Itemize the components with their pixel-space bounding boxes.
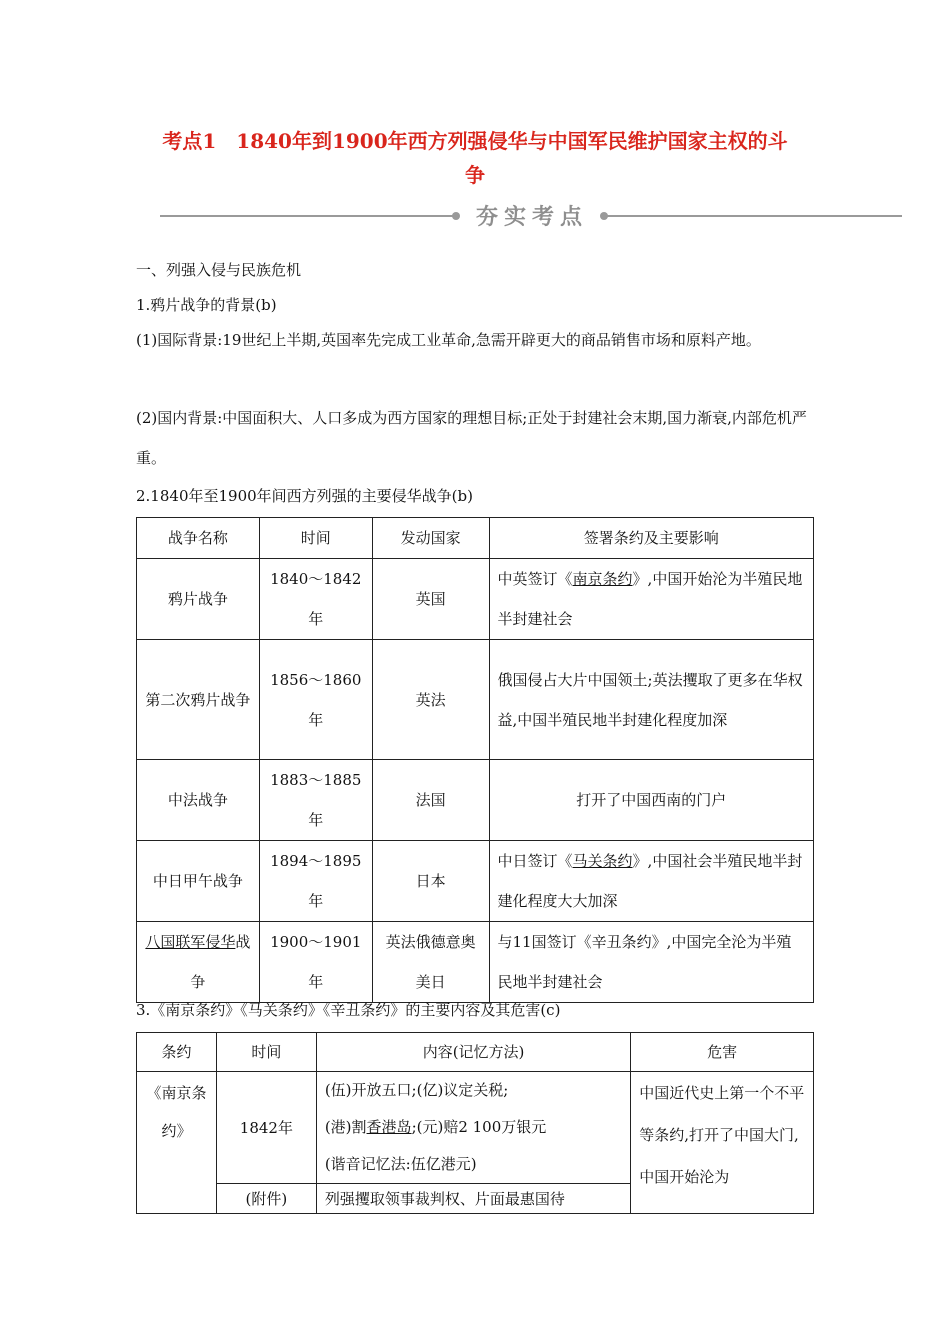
header-content: 内容(记忆方法) [316, 1033, 630, 1072]
banner-line-right [602, 215, 902, 217]
war-time: 1900～1901年 [259, 922, 372, 1003]
war-country: 英法 [372, 640, 489, 760]
content-line-1: (伍)开放五口;(亿)议定关税; [324, 1081, 509, 1099]
page-title [135, 124, 815, 192]
table-header-row [137, 1033, 814, 1072]
war-country: 法国 [372, 760, 489, 841]
treaty-table [136, 1032, 814, 1214]
content-line-3: (谐音记忆法:伍亿港元) [324, 1155, 477, 1173]
war-effect: 俄国侵占大片中国领土;英法攫取了更多在华权益,中国半殖民地半封建化程度加深 [489, 640, 813, 760]
war-effect: 与11国签订《辛丑条约》,中国完全沦为半殖民地半封建社会 [489, 922, 813, 1003]
title-line-1: 考点1 1840年到1900年西方列强侵华与中国军民维护国家主权的斗 [162, 129, 788, 153]
content-line-2c: ;(元)赔2 100万银元 [411, 1118, 547, 1136]
header-time: 时间 [259, 518, 372, 559]
section-banner [160, 200, 902, 232]
war-time: 1883～1885年 [259, 760, 372, 841]
table-row [137, 559, 814, 640]
header-country: 发动国家 [372, 518, 489, 559]
appendix-content: 列强攫取领事裁判权、片面最惠国待 [316, 1184, 630, 1214]
war-effect: 打开了中国西南的门户 [489, 760, 813, 841]
wars-table [136, 517, 814, 1003]
table-row [137, 640, 814, 760]
content-line-2 [325, 1109, 622, 1146]
treaty-name: 《南京条约》 [137, 1072, 217, 1214]
international-background: (1)国际背景:19世纪上半期,英国率先完成工业革命,急需开辟更大的商品销售市场和原料产地。 [136, 331, 761, 349]
section-heading: 一、列强入侵与民族危机 [136, 261, 302, 279]
war-time: 1894～1895年 [259, 841, 372, 922]
war-name: 中日甲午战争 [137, 841, 260, 922]
war-effect: 中英签订《南京条约》,中国开始沦为半殖民地半封建社会 [489, 559, 813, 640]
title-line-2: 争 [465, 163, 485, 187]
treaty-harm: 中国近代史上第一个不平等条约,打开了中国大门,中国开始沦为 [631, 1072, 814, 1214]
header-harm: 危害 [631, 1033, 814, 1072]
war-effect: 中日签订《马关条约》,中国社会半殖民地半封建化程度大大加深 [489, 841, 813, 922]
treaty-time: 1842年 [216, 1072, 316, 1184]
treaty-content [316, 1072, 630, 1184]
item1-heading: 1.鸦片战争的背景(b) [136, 296, 277, 314]
war-time: 1856～1860年 [259, 640, 372, 760]
item3-heading: 3.《南京条约》《马关条约》《辛丑条约》的主要内容及其危害(c) [136, 1001, 561, 1019]
banner-line-left [160, 215, 456, 217]
war-name: 八国联军侵华战争 [137, 922, 260, 1003]
table-row [137, 1072, 814, 1184]
header-war-name: 战争名称 [137, 518, 260, 559]
banner-text: 夯实考点 [475, 205, 588, 230]
hong-kong-island: 香港岛 [366, 1118, 412, 1136]
domestic-background: (2)国内背景:中国面积大、人口多成为西方国家的理想目标;正处于封建社会末期,国力渐衰,内部危机严重。 [136, 409, 807, 467]
table-header-row [137, 518, 814, 559]
header-time: 时间 [216, 1033, 316, 1072]
header-effect: 签署条约及主要影响 [489, 518, 813, 559]
content-line-2a: (港)割 [324, 1118, 367, 1136]
header-treaty: 条约 [137, 1033, 217, 1072]
war-name: 中法战争 [137, 760, 260, 841]
table-row [137, 760, 814, 841]
item2-heading: 2.1840年至1900年间西方列强的主要侵华战争(b) [136, 487, 473, 505]
table-row [137, 922, 814, 1003]
war-country: 英法俄德意奥美日 [372, 922, 489, 1003]
war-name: 第二次鸦片战争 [137, 640, 260, 760]
table-row [137, 841, 814, 922]
war-name: 鸦片战争 [137, 559, 260, 640]
banner-dot-left [452, 212, 460, 220]
war-time: 1840～1842年 [259, 559, 372, 640]
war-country: 日本 [372, 841, 489, 922]
war-country: 英国 [372, 559, 489, 640]
appendix-label: (附件) [216, 1184, 316, 1214]
